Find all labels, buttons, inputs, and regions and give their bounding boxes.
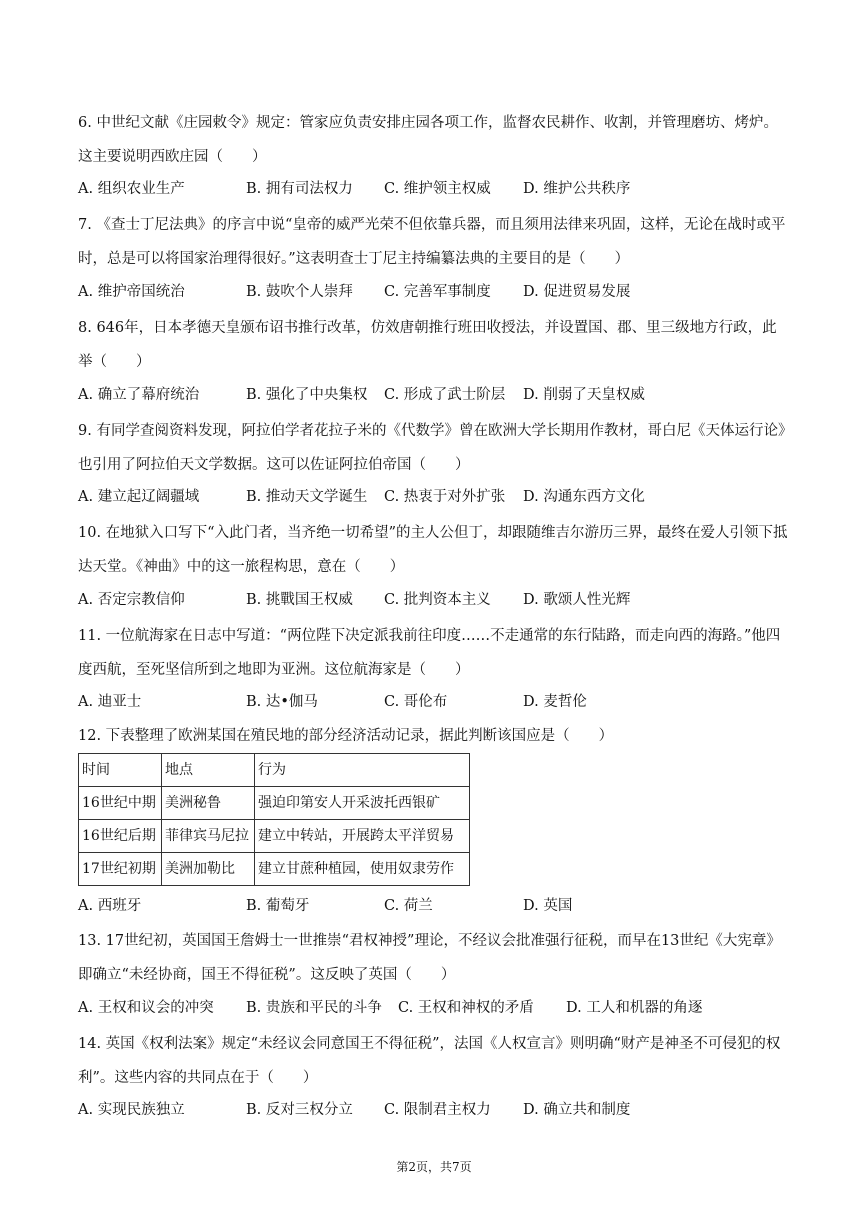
- option-a: A. 建立起辽阔疆域: [78, 489, 200, 505]
- option-d: D. 英国: [523, 898, 573, 914]
- option-c: C. 批判资本主义: [384, 592, 491, 608]
- option-c: C. 荷兰: [384, 898, 433, 914]
- colonial-activity-table: [78, 753, 470, 886]
- table-cell: 美洲秘鲁: [162, 787, 255, 820]
- option-c: C. 形成了武士阶层: [384, 387, 506, 403]
- option-c: C. 维护领主权威: [384, 181, 491, 197]
- table-row: [79, 853, 470, 886]
- option-b: B. 拥有司法权力: [246, 181, 353, 197]
- table-cell: 建立甘蔗种植园，使用奴隶劳作: [255, 853, 470, 886]
- table-cell: 强迫印第安人开采波托西银矿: [255, 787, 470, 820]
- question-stem: 12. 下表整理了欧洲某国在殖民地的部分经济活动记录，据此判断该国应是（ ）: [78, 728, 614, 744]
- question-13: [78, 924, 790, 992]
- option-a: A. 王权和议会的冲突: [78, 1000, 214, 1016]
- option-a: A. 组织农业生产: [78, 181, 185, 197]
- option-b: B. 推动天文学诞生: [246, 489, 368, 505]
- page-number-footer: 第2页，共7页: [396, 1160, 472, 1174]
- table-cell: 建立中转站，开展跨太平洋贸易: [255, 820, 470, 853]
- option-a: A. 确立了幕府统治: [78, 387, 200, 403]
- option-d: D. 麦哲伦: [523, 694, 587, 710]
- option-b: B. 达•伽马: [246, 694, 318, 710]
- table-header-cell: 行为: [255, 754, 470, 787]
- question-stem: 8. 646年，日本孝德天皇颁布诏书推行改革，仿效唐朝推行班田收授法，并设置国、郡、里三级地方行政，此举（ ）: [78, 320, 777, 370]
- question-stem: 14. 英国《权利法案》规定“未经议会同意国王不得征税”，法国《人权宣言》则明确“财产是神圣不可侵犯的权利”。这些内容的共同点在于（ ）: [78, 1036, 781, 1086]
- table-row: [79, 787, 470, 820]
- question-stem: 7. 《查士丁尼法典》的序言中说“皇帝的威严光荣不但依靠兵器，而且须用法律来巩固，这样，无论在战时或平时，总是可以将国家治理得很好。”这表明查士丁尼主持编纂法典的主要目的是（ ）: [78, 217, 786, 267]
- option-d: D. 确立共和制度: [523, 1102, 631, 1118]
- option-b: B. 葡萄牙: [246, 898, 310, 914]
- question-7: [78, 208, 790, 276]
- question-stem: 13. 17世纪初，英国国王詹姆士一世推崇“君权神授”理论，不经议会批准强行征税，而早在13世纪《大宪章》即确立“未经协商，国王不得征税”。这反映了英国（ ）: [78, 933, 781, 983]
- option-a: A. 维护帝国统治: [78, 284, 185, 300]
- question-9: [78, 414, 790, 482]
- option-b: B. 贵族和平民的斗争: [246, 1000, 382, 1016]
- options-14: [78, 1093, 790, 1127]
- options-11: [78, 685, 790, 719]
- table-cell: 菲律宾马尼拉: [162, 820, 255, 853]
- question-14: [78, 1027, 790, 1095]
- option-a: A. 西班牙: [78, 898, 142, 914]
- option-c: C. 哥伦布: [384, 694, 448, 710]
- option-a: A. 否定宗教信仰: [78, 592, 185, 608]
- table-header-row: [79, 754, 470, 787]
- question-stem: 9. 有同学查阅资料发现，阿拉伯学者花拉子米的《代数学》曾在欧洲大学长期用作教材，哥白尼《天体运行论》也引用了阿拉伯天文学数据。这可以佐证阿拉伯帝国（ ）: [78, 423, 786, 473]
- option-c: C. 热衷于对外扩张: [384, 489, 506, 505]
- option-d: D. 沟通东西方文化: [523, 489, 645, 505]
- table-cell: 美洲加勒比: [162, 853, 255, 886]
- option-d: D. 工人和机器的角逐: [566, 1000, 703, 1016]
- question-6: [78, 106, 790, 174]
- options-9: [78, 480, 790, 514]
- table-header-cell: 地点: [162, 754, 255, 787]
- option-b: B. 强化了中央集权: [246, 387, 368, 403]
- option-b: B. 挑戰国王权威: [246, 592, 353, 608]
- option-c: C. 完善军事制度: [384, 284, 491, 300]
- question-12: [78, 719, 790, 753]
- option-a: A. 实现民族独立: [78, 1102, 185, 1118]
- option-b: B. 鼓吹个人崇拜: [246, 284, 353, 300]
- option-b: B. 反对三权分立: [246, 1102, 353, 1118]
- options-6: [78, 172, 790, 206]
- option-d: D. 歌颂人性光辉: [523, 592, 631, 608]
- table-cell: 17世纪初期: [79, 853, 162, 886]
- question-10: [78, 516, 790, 584]
- question-stem: 6. 中世纪文献《庄园敕令》规定：管家应负责安排庄园各项工作，监督农民耕作、收割，并管理磨坊、烤炉。这主要说明西欧庄园（ ）: [78, 115, 778, 165]
- question-11: [78, 619, 790, 687]
- option-c: C. 限制君主权力: [384, 1102, 491, 1118]
- options-12: [78, 889, 790, 923]
- options-13: [78, 991, 790, 1025]
- table-cell: 16世纪后期: [79, 820, 162, 853]
- table-row: [79, 820, 470, 853]
- question-stem: 10. 在地狱入口写下“入此门者，当齐绝一切希望”的主人公但丁，却跟随维吉尔游历三界，最终在爱人引领下抵达天堂。《神曲》中的这一旅程构思，意在（ ）: [78, 525, 788, 575]
- option-d: D. 促进贸易发展: [523, 284, 631, 300]
- question-8: [78, 311, 790, 379]
- table-header-cell: 时间: [79, 754, 162, 787]
- options-10: [78, 583, 790, 617]
- table-cell: 16世纪中期: [79, 787, 162, 820]
- question-stem: 11. 一位航海家在日志中写道：“两位陛下决定派我前往印度……不走通常的东行陆路，而走向西的海路。”他四度西航，至死坚信所到之地即为亚洲。这位航海家是（ ）: [78, 628, 781, 678]
- options-8: [78, 378, 790, 412]
- option-a: A. 迪亚士: [78, 694, 142, 710]
- option-d: D. 削弱了天皇权威: [523, 387, 645, 403]
- option-c: C. 王权和神权的矛盾: [398, 1000, 534, 1016]
- options-7: [78, 275, 790, 309]
- option-d: D. 维护公共秩序: [523, 181, 631, 197]
